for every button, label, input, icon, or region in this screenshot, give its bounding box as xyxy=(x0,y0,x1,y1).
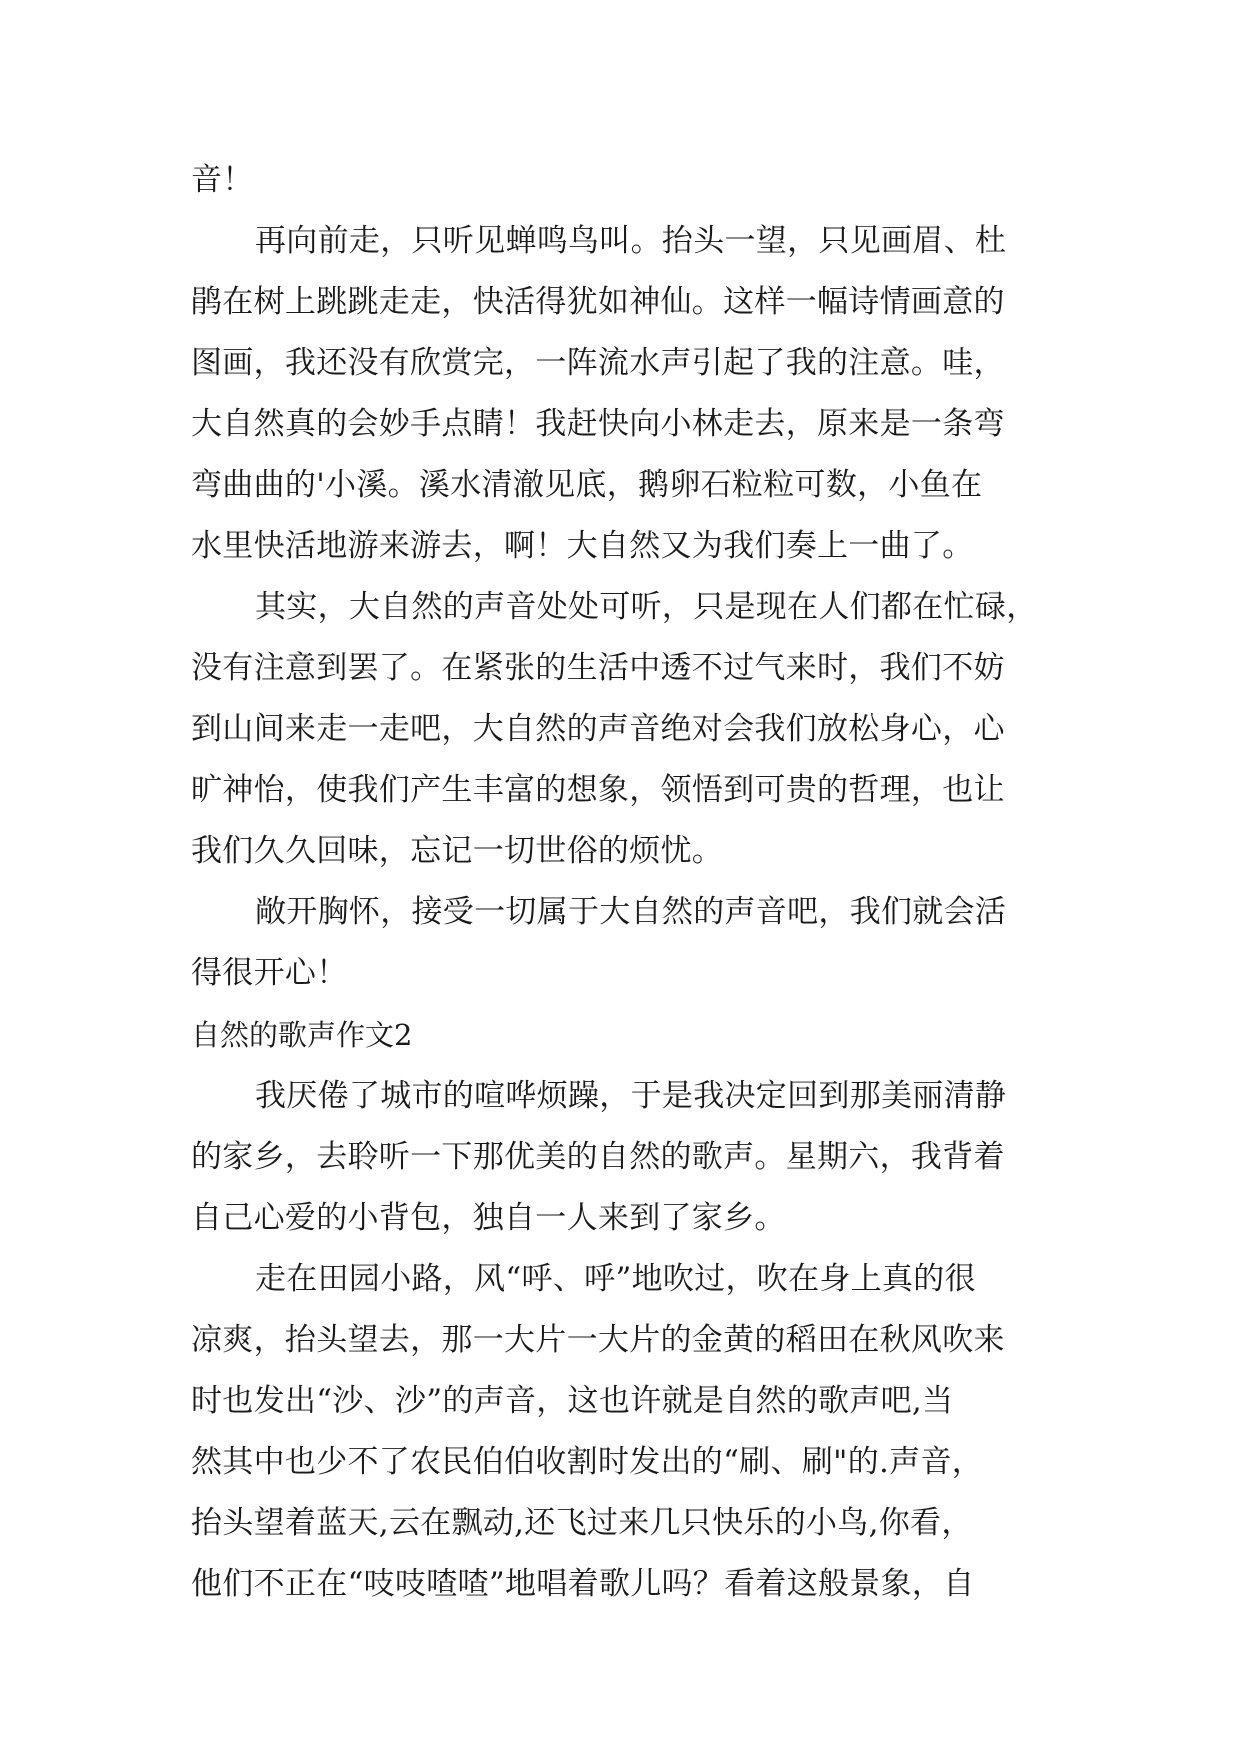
paragraph-start-line: 走在田园小路，风“呼、呼”地吹过，吹在身上真的很 xyxy=(255,1261,976,1297)
text-line: 图画，我还没有欣赏完，一阵流水声引起了我的注意。哇， xyxy=(191,345,1005,381)
text-line: 弯曲曲的'小溪。溪水清澈见底，鹅卵石粒粒可数，小鱼在 xyxy=(191,467,983,503)
text-line: 时也发出“沙、沙”的声音，这也许就是自然的歌声吧,当 xyxy=(191,1383,954,1419)
text-line: 鹃在树上跳跳走走，快活得犹如神仙。这样一幅诗情画意的 xyxy=(191,284,1005,320)
text-line: 大自然真的会妙手点睛！我赶快向小林走去，原来是一条弯 xyxy=(191,406,1005,442)
section-heading: 自然的歌声作文2 xyxy=(191,1018,413,1052)
text-line: 我们久久回味，忘记一切世俗的烦忧。 xyxy=(191,833,724,869)
text-line: 得很开心！ xyxy=(191,955,348,991)
text-line: 旷神怡，使我们产生丰富的想象，领悟到可贵的哲理，也让 xyxy=(191,772,1005,808)
paragraph-start-line: 敞开胸怀，接受一切属于大自然的声音吧，我们就会活 xyxy=(255,894,1007,930)
paragraph-start-line: 再向前走，只听见蝉鸣鸟叫。抬头一望，只见画眉、杜 xyxy=(255,223,1007,259)
document-page xyxy=(191,150,1061,1615)
text-line: 没有注意到罢了。在紧张的生活中透不过气来时，我们不妨 xyxy=(191,650,1005,686)
paragraph-start-line: 我厌倦了城市的喧哗烦躁，于是我决定回到那美丽清静 xyxy=(255,1078,1007,1114)
text-line: 他们不正在“吱吱喳喳”地唱着歌儿吗？看着这般景象，自 xyxy=(191,1566,975,1602)
text-line: 到山间来走一走吧，大自然的声音绝对会我们放松身心，心 xyxy=(191,711,1005,747)
text-line: 音！ xyxy=(191,162,254,198)
text-line: 凉爽，抬头望去，那一大片一大片的金黄的稻田在秋风吹来 xyxy=(191,1322,1005,1358)
text-line: 然其中也少不了农民伯伯收割时发出的“刷、刷"的.声音， xyxy=(191,1444,984,1480)
paragraph-start-line: 其实，大自然的声音处处可听，只是现在人们都在忙碌， xyxy=(255,589,1038,625)
text-line: 的家乡，去聆听一下那优美的自然的歌声。星期六，我背着 xyxy=(191,1139,1005,1175)
text-line: 水里快活地游来游去，啊！大自然又为我们奏上一曲了。 xyxy=(191,528,974,564)
text-line: 自己心爱的小背包，独自一人来到了家乡。 xyxy=(191,1200,786,1236)
text-line: 抬头望着蓝天,云在飘动,还飞过来几只快乐的小鸟,你看， xyxy=(191,1505,973,1541)
